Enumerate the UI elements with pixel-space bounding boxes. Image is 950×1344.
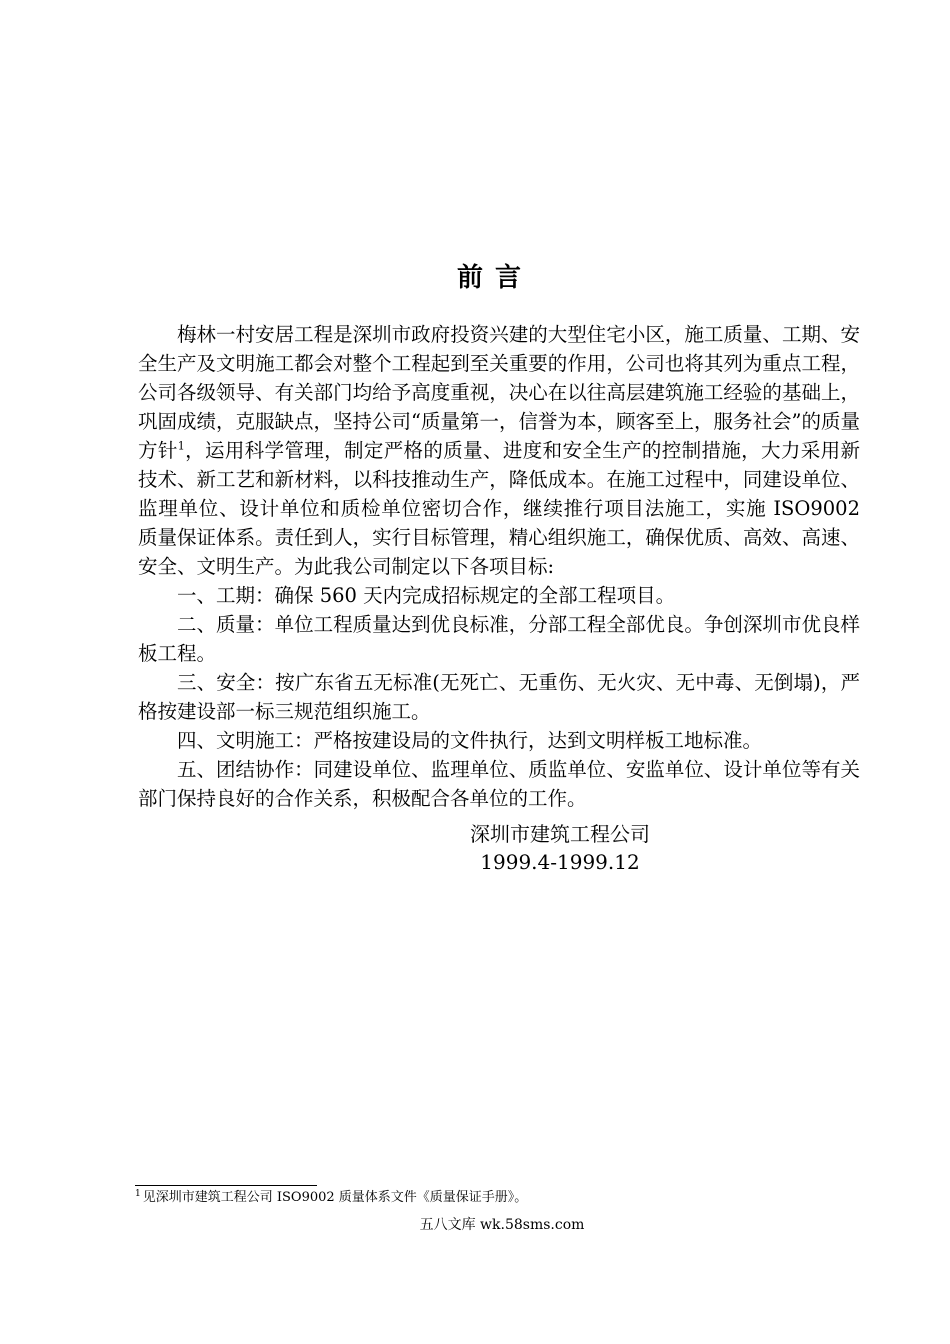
goal-civilized-construction: 四、文明施工：严格按建设局的文件执行，达到文明样板工地标准。 [177,729,763,752]
intro-paragraph [138,320,860,581]
signature-date: 1999.4-1999.12 [480,850,640,874]
signature-block [360,820,760,876]
footnote-text: 见深圳市建筑工程公司 ISO9002 质量体系文件《质量保证手册》。 [142,1190,528,1205]
goal-safety: 三、安全：按广东省五无标准(无死亡、无重伤、无火灾、无中毒、无倒塌)，严格按建设部一标三规范组织施工。 [138,671,860,723]
footnote-divider [135,1185,317,1186]
goal-quality: 二、质量：单位工程质量达到优良标准，分部工程全部优良。争创深圳市优良样板工程。 [138,613,860,665]
signature-company: 深圳市建筑工程公司 [470,822,650,846]
footnote-reference[interactable]: 1 [177,439,185,453]
goal-cooperation: 五、团结协作：同建设单位、监理单位、质监单位、安监单位、设计单位等有关部门保持良好的合作关系，积极配合各单位的工作。 [138,758,860,810]
intro-text-part-2: ，运用科学管理，制定严格的质量、进度和安全生产的控制措施，大力采用新技术、新工艺和新材料，以科技推动生产，降低成本。在施工过程中，同建设单位、监理单位、设计单位和质检单位密切合作，继续推行项目法施工，实施 ISO9002 质量保证体系。责任到人，实行目标管理，精心组织施工，确保优质、高效、高速、安全、文明生产。为此我公司制定以下各项目标: [138,439,860,578]
footnote-mark: 1 [135,1188,141,1199]
goal-schedule: 一、工期：确保 560 天内完成招标规定的全部工程项目。 [177,584,676,607]
page-footer: 五八文库 wk.58sms.com [419,1217,585,1233]
footnote [135,1189,855,1207]
intro-text-part-1: 梅林一村安居工程是深圳市政府投资兴建的大型住宅小区，施工质量、工期、安全生产及文明施工都会对整个工程起到至关重要的作用，公司也将其列为重点工程，公司各级领导、有关部门均给予高度重视，决心在以往高层建筑施工经验的基础上，巩固成绩，克服缺点，坚持公司“质量第一，信誉为本，顾客至上，服务社会”的质量方针 [138,323,860,462]
page-title: 前言 [456,263,533,293]
body-text [138,320,860,813]
